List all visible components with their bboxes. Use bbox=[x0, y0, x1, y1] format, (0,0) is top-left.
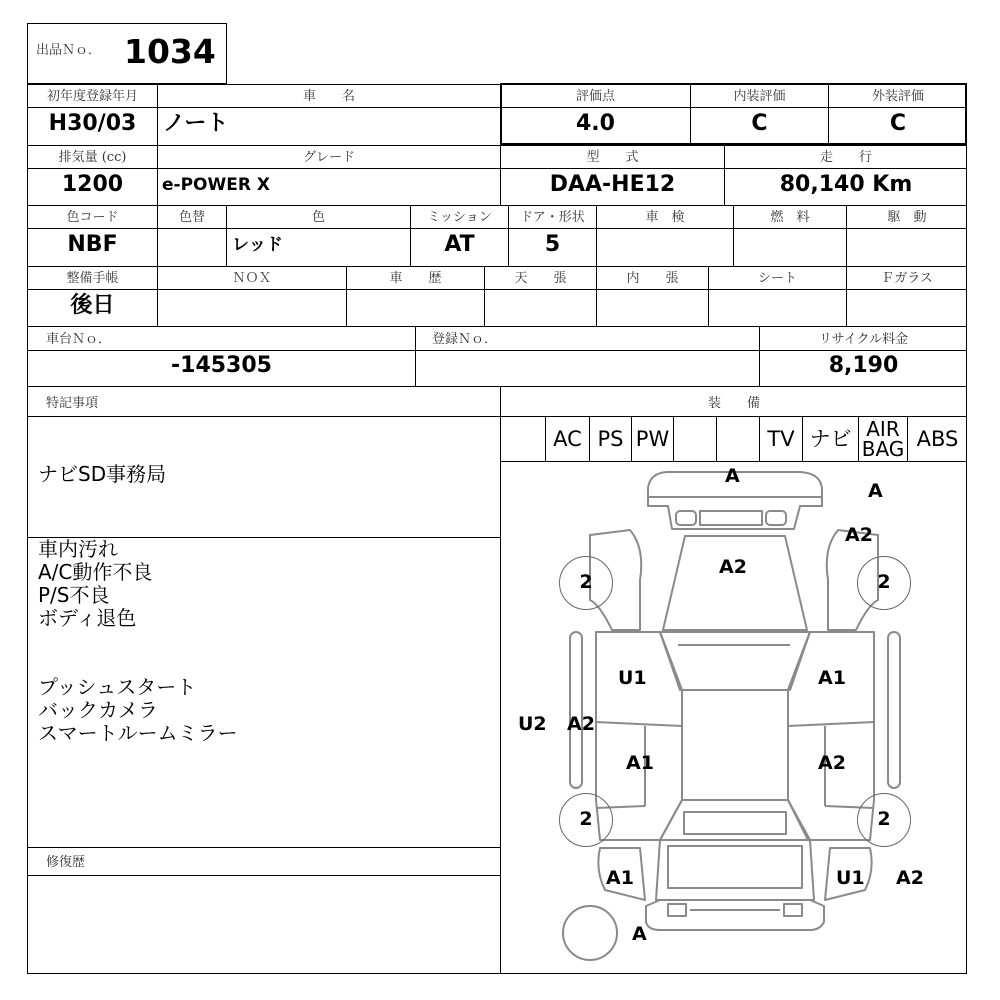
model-value: DAA-HE12 bbox=[549, 172, 676, 197]
displacement-label: 排気量 (cc) bbox=[58, 150, 127, 165]
remarks-item: プッシュスタート bbox=[38, 675, 197, 699]
remarks-item: A/C動作不良 bbox=[38, 560, 153, 584]
mark-right-rear-door: A2 bbox=[818, 752, 846, 774]
mark-left-front-door: A2 bbox=[567, 713, 595, 735]
grade-value: e-POWER X bbox=[162, 175, 270, 195]
exterior-label: 外装評価 bbox=[871, 89, 924, 104]
year-value: H30/03 bbox=[48, 111, 137, 136]
fuel-label: 燃 料 bbox=[770, 210, 810, 225]
interior-value: C bbox=[751, 111, 768, 136]
mileage-value: 80,140 Km bbox=[779, 172, 913, 197]
tire-rear-left: 2 bbox=[559, 793, 613, 847]
roof-label: 天 張 bbox=[514, 271, 567, 286]
mark-right-rear-corner: A2 bbox=[896, 867, 924, 889]
manual-value: 後日 bbox=[70, 293, 115, 318]
exterior-value: C bbox=[889, 111, 907, 136]
equipment-airbag: AIR BAG bbox=[861, 417, 905, 461]
score-value: 4.0 bbox=[576, 111, 615, 136]
color-label: 色 bbox=[311, 210, 325, 225]
transmission-label: ミッション bbox=[427, 210, 492, 225]
interior-label: 内装評価 bbox=[733, 89, 786, 104]
equipment-navi: ナビ bbox=[809, 427, 852, 451]
tire-front-right: 2 bbox=[857, 556, 911, 610]
mark-left-rear-door: A1 bbox=[626, 752, 654, 774]
manual-label: 整備手帳 bbox=[66, 271, 119, 286]
transmission-value: AT bbox=[444, 232, 475, 257]
mileage-label: 走 行 bbox=[819, 150, 872, 165]
mark-right-rear-quarter: U1 bbox=[836, 867, 865, 889]
equipment-ps: PS bbox=[597, 427, 624, 451]
color-code-value: NBF bbox=[67, 232, 118, 257]
mark-left-front-fender: U1 bbox=[618, 667, 647, 689]
mark-rear-bumper: A bbox=[632, 923, 647, 945]
equipment-pw: PW bbox=[635, 427, 670, 451]
interior-trim-label: 内 張 bbox=[626, 271, 679, 286]
repair-label: 修復歴 bbox=[46, 855, 86, 870]
chassis-value: -145305 bbox=[171, 353, 272, 378]
door-label: ドア・形状 bbox=[520, 210, 585, 225]
remarks-item: スマートルームミラー bbox=[38, 721, 238, 745]
chassis-label: 車台Ｎｏ． bbox=[46, 332, 112, 347]
color-value: レッド bbox=[232, 235, 283, 255]
mark-left-rocker: U2 bbox=[518, 713, 547, 735]
equipment-ac: AC bbox=[553, 427, 582, 451]
mark-hood: A2 bbox=[719, 556, 747, 578]
seat-label: シート bbox=[757, 271, 797, 286]
history-label: 車 歴 bbox=[389, 271, 442, 286]
remarks-item: ボディ退色 bbox=[38, 606, 137, 630]
mark-front-right-corner: A bbox=[868, 480, 883, 502]
mark-left-rear-quarter: A1 bbox=[606, 867, 634, 889]
remarks-label: 特記事項 bbox=[46, 396, 99, 411]
glass-label: Ｆガラス bbox=[881, 271, 933, 286]
equipment-cell bbox=[674, 417, 716, 461]
equipment-cell bbox=[717, 417, 759, 461]
color-code-label: 色コード bbox=[66, 210, 119, 225]
lot-number: 1034 bbox=[124, 32, 216, 71]
mark-right-front-fender: A1 bbox=[818, 667, 846, 689]
recycle-label: リサイクル料金 bbox=[818, 332, 909, 347]
equipment-label: 装 備 bbox=[707, 396, 760, 411]
mark-windshield-right: A2 bbox=[845, 524, 873, 546]
remarks-line-1: ナビSD事務局 bbox=[38, 462, 167, 486]
remarks-item: バックカメラ bbox=[38, 698, 158, 722]
mark-front-bumper: A bbox=[725, 465, 740, 487]
door-value: 5 bbox=[544, 232, 561, 257]
drive-label: 駆 動 bbox=[887, 210, 927, 225]
inspection-label: 車 検 bbox=[645, 210, 685, 225]
recycle-value: 8,190 bbox=[828, 353, 899, 378]
name-label: 車 名 bbox=[302, 89, 355, 104]
equipment-abs: ABS bbox=[916, 427, 959, 451]
score-label: 評価点 bbox=[575, 89, 615, 104]
repaint-label: 色替 bbox=[178, 210, 205, 225]
equipment-tv: TV bbox=[767, 427, 795, 451]
tire-front-left: 2 bbox=[559, 556, 613, 610]
remarks-item: P/S不良 bbox=[38, 583, 110, 607]
equipment-cell bbox=[501, 417, 545, 461]
name-value: ノート bbox=[163, 111, 229, 136]
lot-number-label: 出品Ｎｏ． bbox=[36, 43, 102, 58]
grade-label: グレード bbox=[302, 150, 355, 165]
nox-label: ＮＯＸ bbox=[232, 271, 272, 286]
displacement-value: 1200 bbox=[61, 172, 124, 197]
registration-label: 登録Ｎｏ． bbox=[432, 332, 498, 347]
tire-rear-right: 2 bbox=[857, 793, 911, 847]
model-label: 型 式 bbox=[586, 150, 639, 165]
year-label: 初年度登録年月 bbox=[46, 89, 138, 104]
remarks-item: 車内汚れ bbox=[38, 537, 118, 561]
